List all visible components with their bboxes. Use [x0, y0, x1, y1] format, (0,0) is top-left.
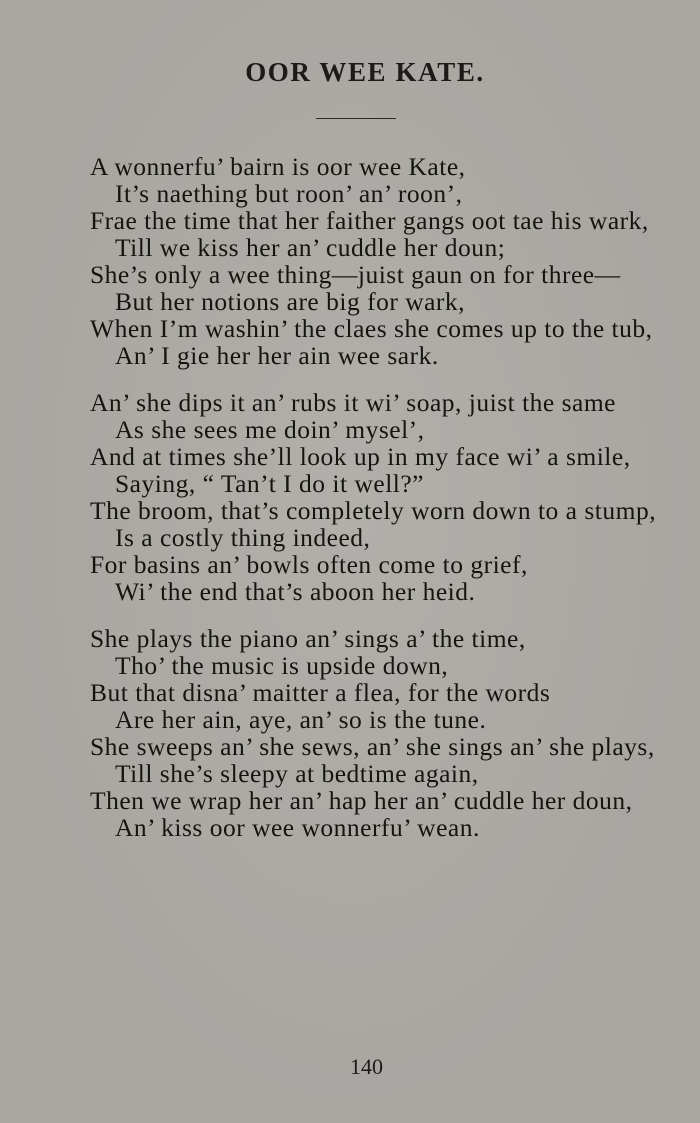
- stanza-1: [90, 153, 680, 369]
- verse-line: Till we kiss her an’ cuddle her doun;: [115, 233, 506, 262]
- verse-line: An’ kiss oor wee wonnerfu’ wean.: [115, 813, 480, 842]
- verse-line: As she sees me doin’ mysel’,: [115, 415, 425, 444]
- verse-line: For basins an’ bowls often come to grief,: [90, 550, 528, 579]
- verse-line: Wi’ the end that’s aboon her heid.: [115, 577, 476, 606]
- stanza-2: [90, 389, 680, 605]
- verse-line: A wonnerfu’ bairn is oor wee Kate,: [90, 152, 466, 181]
- verse-line: An’ I gie her her ain wee sark.: [115, 341, 439, 370]
- verse-line: Till she’s sleepy at bedtime again,: [115, 759, 479, 788]
- title-divider: [316, 118, 396, 119]
- verse-line: Saying, “ Tan’t I do it well?”: [115, 469, 424, 498]
- verse-line: But her notions are big for wark,: [115, 287, 466, 316]
- verse-line: But that disna’ maitter a flea, for the words: [90, 678, 551, 707]
- verse-line: She sweeps an’ she sews, an’ she sings an’ she plays,: [90, 732, 655, 761]
- verse-line: She’s only a wee thing—juist gaun on for three—: [90, 260, 621, 289]
- verse-line: She plays the piano an’ sings a’ the time,: [90, 624, 526, 653]
- verse-line: The broom, that’s completely worn down to a stump,: [90, 496, 657, 525]
- verse-line: Then we wrap her an’ hap her an’ cuddle her doun,: [90, 786, 633, 815]
- stanza-3: [90, 625, 680, 841]
- verse-line: Tho’ the music is upside down,: [115, 651, 449, 680]
- verse-line: It’s naething but roon’ an’ roon’,: [115, 179, 463, 208]
- verse-line: And at times she’ll look up in my face wi’ a smile,: [90, 442, 631, 471]
- verse-line: Are her ain, aye, an’ so is the tune.: [115, 705, 487, 734]
- verse-line: Is a costly thing indeed,: [115, 523, 371, 552]
- poem-title: OOR WEE KATE.: [245, 57, 485, 87]
- verse-line: An’ she dips it an’ rubs it wi’ soap, juist the same: [90, 388, 617, 417]
- verse-line: When I’m washin’ the claes she comes up to the tub,: [90, 314, 653, 343]
- page-number: 140: [350, 1054, 383, 1079]
- verse-line: Frae the time that her faither gangs oot tae his wark,: [90, 206, 649, 235]
